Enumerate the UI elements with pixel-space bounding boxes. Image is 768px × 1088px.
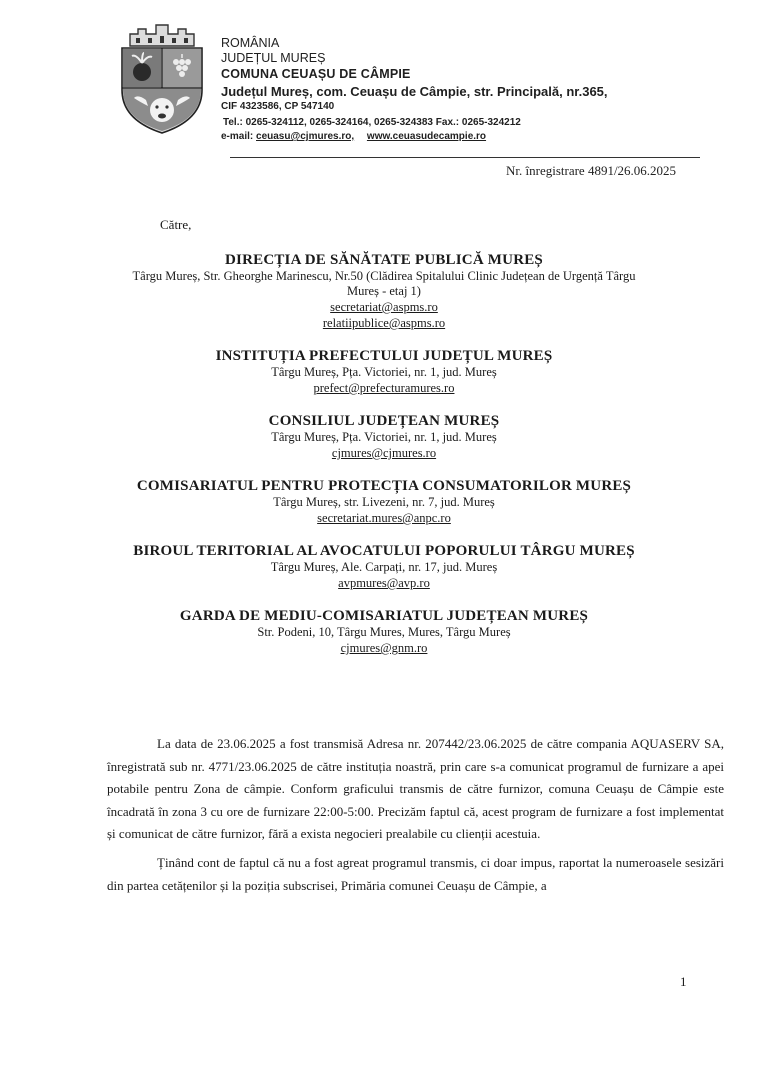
- recipient-address: Târgu Mureș, Pța. Victoriei, nr. 1, jud. Mureș: [271, 430, 497, 444]
- recipient-email[interactable]: secretariat.mures@anpc.ro: [317, 511, 451, 525]
- commune-name: COMUNA CEUAȘU DE CÂMPIE: [221, 67, 411, 81]
- recipient-block: [110, 252, 658, 331]
- recipient-block: [110, 608, 658, 656]
- body-paragraph: Ținând cont de faptul că nu a fost agreat programul transmis, ci doar impus, raportat la numeroasele sesizări din partea cetățenilor și la poziția subscrisei, Primăria comunei Ceuașu de Câmpie, a: [107, 854, 724, 893]
- recipient-block: [110, 413, 658, 461]
- recipient-address: Târgu Mureș, Str. Gheorghe Marinescu, Nr.50 (Clădirea Spitalului Clinic Județean de Urgență Târgu: [132, 269, 636, 283]
- registration-number: Nr. înregistrare 4891/26.06.2025: [506, 163, 677, 178]
- recipient-name: INSTITUȚIA PREFECTULUI JUDEȚUL MUREȘ: [215, 348, 553, 364]
- body-paragraph: La data de 23.06.2025 a fost transmisă Adresa nr. 207442/23.06.2025 de către compania AQUASERV SA, înregistrată sub nr. 4771/23.06.2025 de către instituția noastră, prin care s-a comunicat programul de furnizare a apei potabile pentru Zona de câmpie. Conform graficului transmis de către furnizor, comuna Ceuașu de Câmpie este încadrată în zona 3 cu ore de furnizare 22:00-5:00. Precizăm faptul că, acest program de furnizare a fost implementat și comunicat de către furnizor, fără a exista negocieri prealabile cu clienții acestuia.: [107, 736, 724, 842]
- website-link[interactable]: www.ceuasudecampie.ro: [366, 131, 487, 142]
- contact-line: [221, 130, 741, 143]
- recipients-list: [110, 252, 658, 673]
- recipient-email[interactable]: secretariat@aspms.ro: [330, 300, 438, 314]
- recipient-address: Târgu Mureș, Pța. Victoriei, nr. 1, jud. Mureș: [271, 365, 497, 379]
- county-name: JUDEȚUL MUREȘ: [221, 51, 326, 65]
- page-number: 1: [680, 974, 687, 989]
- recipient-name: CONSILIUL JUDEȚEAN MUREȘ: [268, 413, 500, 429]
- salutation: Către,: [160, 217, 192, 232]
- coat-of-arms-icon: [116, 20, 208, 136]
- country-name: ROMÂNIA: [221, 36, 280, 50]
- recipient-email[interactable]: prefect@prefecturamures.ro: [313, 381, 455, 395]
- email-label: e-mail:: [221, 131, 254, 142]
- recipient-block: [110, 543, 658, 591]
- recipient-name: COMISARIATUL PENTRU PROTECȚIA CONSUMATORILOR MUREȘ: [136, 478, 632, 494]
- recipient-name: BIROUL TERITORIAL AL AVOCATULUI POPORULUI TÂRGU MUREȘ: [133, 543, 635, 559]
- recipient-address: Str. Podeni, 10, Târgu Mures, Mures, Târgu Mureș: [257, 625, 511, 639]
- recipient-email[interactable]: avpmures@avp.ro: [338, 576, 430, 590]
- recipient-block: [110, 348, 658, 396]
- recipient-address-cont: Mureș - etaj 1): [347, 284, 421, 298]
- recipient-email[interactable]: relatiipublice@aspms.ro: [322, 316, 446, 330]
- recipient-name: DIRECȚIA DE SĂNĂTATE PUBLICĂ MUREȘ: [225, 252, 543, 268]
- recipient-email[interactable]: cjmures@gnm.ro: [340, 641, 428, 655]
- letterhead: [221, 36, 741, 143]
- email-link[interactable]: ceuasu@cjmures.ro,: [256, 131, 355, 142]
- recipient-email[interactable]: cjmures@cjmures.ro: [331, 446, 437, 460]
- header-divider: [230, 157, 700, 158]
- phone-fax: Tel.: 0265-324112, 0265-324164, 0265-324383 Fax.: 0265-324212: [223, 117, 521, 128]
- fiscal-code: CIF 4323586, CP 547140: [221, 101, 335, 112]
- letter-body: [107, 733, 724, 897]
- recipient-block: [110, 478, 658, 526]
- recipient-name: GARDA DE MEDIU-COMISARIATUL JUDEȚEAN MUREȘ: [179, 608, 589, 624]
- recipient-address: Târgu Mureș, str. Livezeni, nr. 7, jud. Mureș: [273, 495, 495, 509]
- recipient-address: Târgu Mureș, Ale. Carpați, nr. 17, jud. Mureș: [270, 560, 498, 574]
- commune-address: Județul Mureș, com. Ceuașu de Câmpie, str. Principală, nr.365,: [221, 84, 608, 99]
